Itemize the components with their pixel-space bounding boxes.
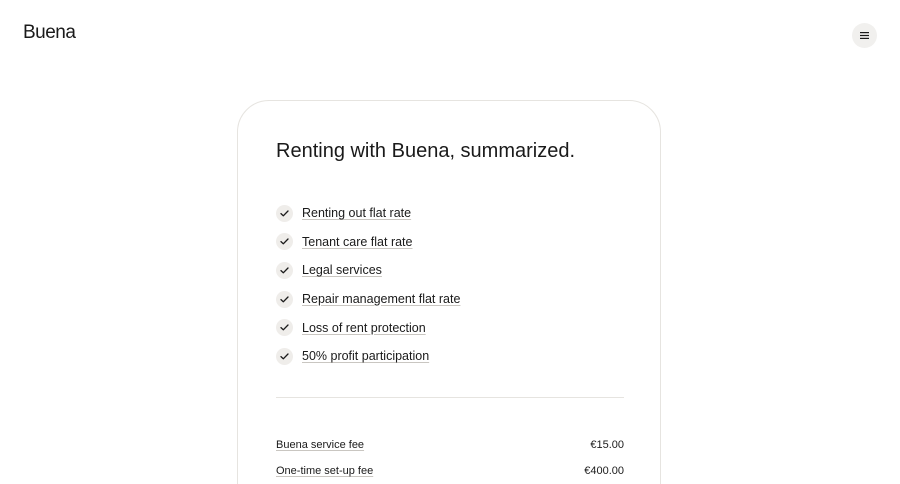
feature-label[interactable]: Loss of rent protection (302, 320, 426, 335)
feature-item (276, 199, 460, 228)
summary-card (237, 100, 661, 484)
feature-item (276, 285, 460, 314)
check-icon (276, 262, 293, 279)
fee-value: €400.00 (584, 465, 624, 477)
feature-label[interactable]: Tenant care flat rate (302, 234, 413, 249)
feature-label[interactable]: Legal services (302, 263, 382, 278)
logo[interactable]: Buena (23, 22, 76, 43)
fee-value: €15.00 (590, 439, 624, 451)
fee-label[interactable]: One-time set-up fee (276, 465, 374, 477)
fee-label[interactable]: Buena service fee (276, 439, 365, 451)
feature-item (276, 256, 460, 285)
menu-button[interactable] (852, 23, 877, 48)
feature-label[interactable]: Repair management flat rate (302, 292, 461, 307)
fee-row-setup (276, 465, 624, 477)
fee-row-service (276, 439, 624, 451)
feature-list (276, 199, 460, 371)
hamburger-menu-icon (860, 32, 869, 39)
feature-item (276, 228, 460, 257)
feature-item (276, 342, 460, 371)
check-icon (276, 348, 293, 365)
check-icon (276, 233, 293, 250)
check-icon (276, 205, 293, 222)
divider (276, 397, 624, 398)
check-icon (276, 291, 293, 308)
feature-item (276, 313, 460, 342)
feature-label[interactable]: Renting out flat rate (302, 206, 412, 221)
feature-label[interactable]: 50% profit participation (302, 349, 430, 364)
check-icon (276, 319, 293, 336)
summary-title: Renting with Buena, summarized. (276, 140, 576, 162)
